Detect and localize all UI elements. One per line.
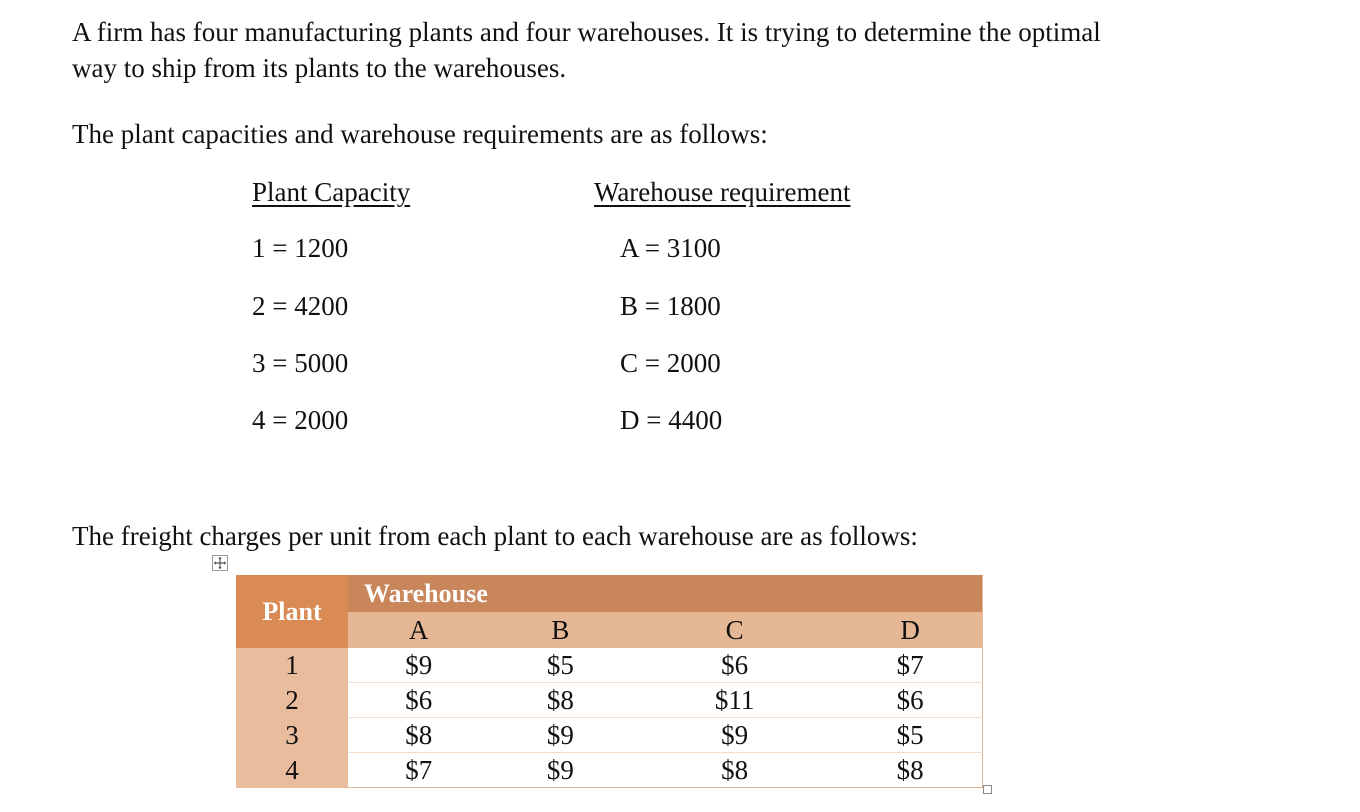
cost-cell: $6 xyxy=(348,683,490,718)
warehouse-requirement-c: C = 2000 xyxy=(620,348,721,378)
warehouse-c-header: C xyxy=(631,612,838,648)
plant-capacity-2: 2 = 4200 xyxy=(252,291,349,321)
intro-line-1: A firm has four manufacturing plants and four warehouses. It is trying to determine the optimal xyxy=(72,17,1101,47)
cost-cell: $6 xyxy=(631,648,838,683)
cost-cell: $7 xyxy=(838,648,982,683)
cost-cell: $9 xyxy=(631,718,838,753)
plant-capacity-3: 3 = 5000 xyxy=(252,348,349,378)
cost-cell: $8 xyxy=(490,683,632,718)
plant-capacity-4: 4 = 2000 xyxy=(252,405,349,435)
cost-cell: $9 xyxy=(348,648,490,683)
warehouse-a-header: A xyxy=(348,612,490,648)
plant-capacity-heading: Plant Capacity xyxy=(252,177,411,207)
cost-cell: $8 xyxy=(631,753,838,788)
intro-line-2: way to ship from its plants to the warehouses. xyxy=(72,53,567,83)
cost-cell: $8 xyxy=(838,753,982,788)
freight-table xyxy=(236,575,983,788)
warehouse-b-header: B xyxy=(490,612,632,648)
plant-header: Plant xyxy=(236,575,348,648)
warehouse-requirement-heading: Warehouse requirement xyxy=(594,177,851,207)
plant-capacity-1: 1 = 1200 xyxy=(252,233,349,263)
cost-cell: $9 xyxy=(490,753,632,788)
cost-cell: $8 xyxy=(348,718,490,753)
capacities-intro: The plant capacities and warehouse requirements are as follows: xyxy=(72,119,768,149)
table-row xyxy=(236,648,983,683)
warehouse-header: Warehouse xyxy=(348,575,983,612)
cost-cell: $5 xyxy=(838,718,982,753)
warehouse-requirement-b: B = 1800 xyxy=(620,291,721,321)
freight-intro: The freight charges per unit from each plant to each warehouse are as follows: xyxy=(72,521,918,551)
table-resize-handle[interactable] xyxy=(983,785,992,794)
cost-cell: $11 xyxy=(631,683,838,718)
plant-number: 1 xyxy=(236,648,348,683)
move-arrows-icon-glyph xyxy=(213,556,227,570)
cost-cell: $7 xyxy=(348,753,490,788)
plant-number: 4 xyxy=(236,753,348,788)
table-row xyxy=(236,683,983,718)
cost-cell: $5 xyxy=(490,648,632,683)
table-row xyxy=(236,753,983,788)
plant-number: 3 xyxy=(236,718,348,753)
cost-cell: $6 xyxy=(838,683,982,718)
warehouse-requirement-a: A = 3100 xyxy=(620,233,721,263)
warehouse-letters-row xyxy=(236,612,983,648)
table-header-row xyxy=(236,575,983,612)
intro-paragraph xyxy=(72,14,1101,86)
warehouse-d-header: D xyxy=(838,612,982,648)
table-row xyxy=(236,718,983,753)
warehouse-requirement-d: D = 4400 xyxy=(620,405,723,435)
move-arrows-icon[interactable] xyxy=(212,555,228,571)
plant-number: 2 xyxy=(236,683,348,718)
cost-cell: $9 xyxy=(490,718,632,753)
